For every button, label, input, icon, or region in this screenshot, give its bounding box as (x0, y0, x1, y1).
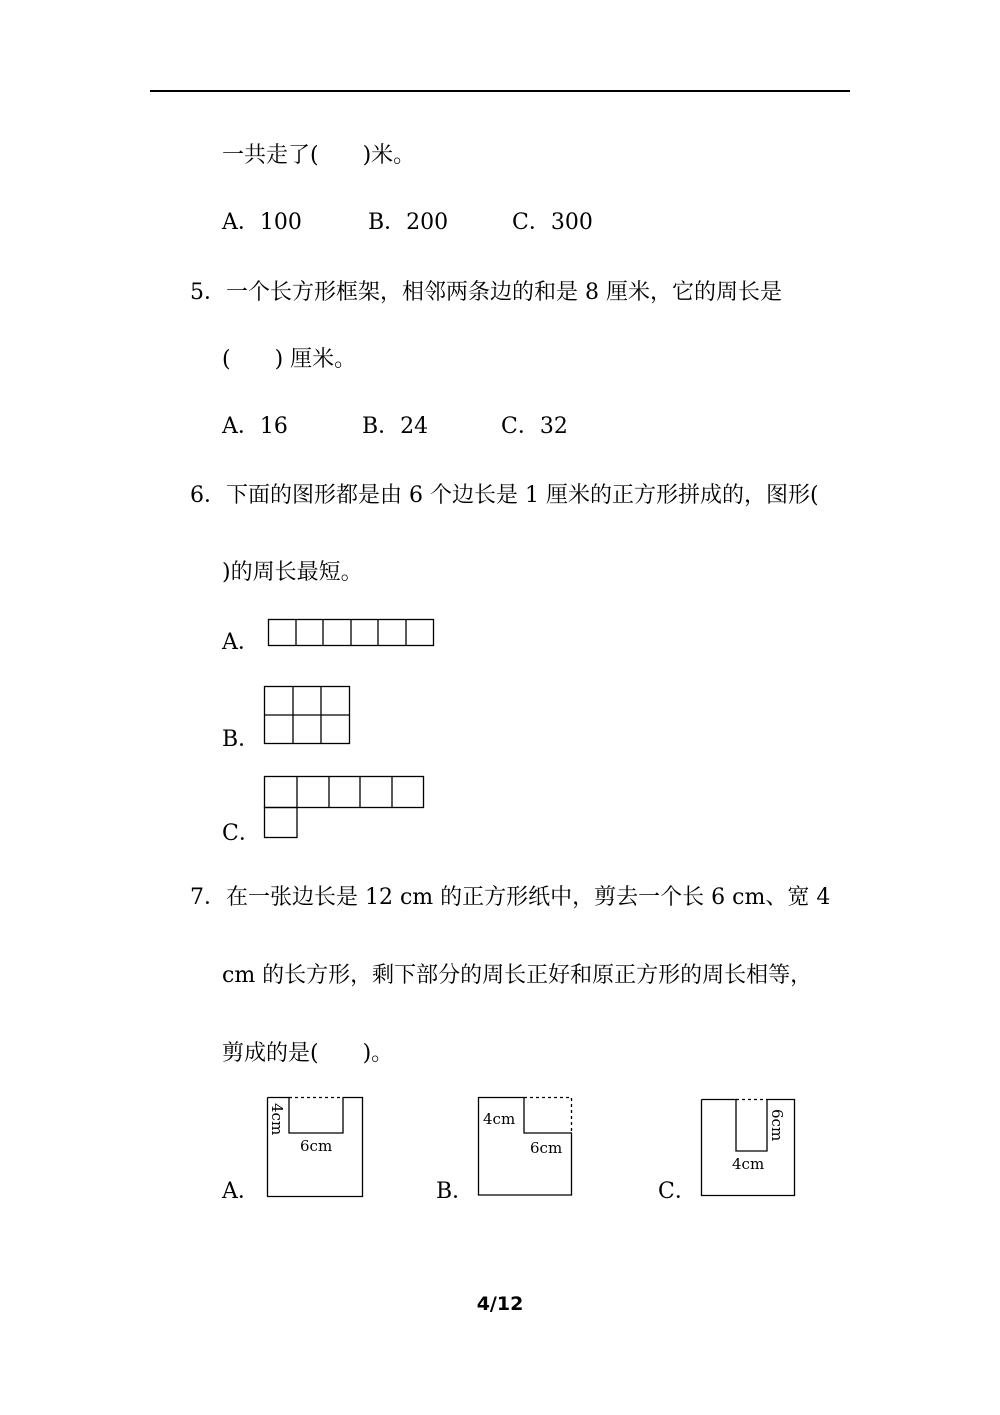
q7-figure-a (267, 1097, 365, 1199)
q7-figure-c (701, 1099, 797, 1199)
q7-stem-line3: 剪成的是( )。 (222, 1041, 394, 1066)
q7-figure-c-side-label: 6cm (768, 1109, 786, 1142)
q4-option-b[interactable]: B．200 (368, 210, 449, 235)
q5-stem-line2: ( ) 厘米。 (222, 347, 357, 372)
q5-option-b[interactable]: B．24 (362, 414, 429, 439)
q6-figure-a-1x6-strip (268, 619, 436, 647)
q6-option-c[interactable]: C． (222, 821, 261, 846)
q7-figure-b (478, 1097, 574, 1197)
q7-figure-a-side-label: 4cm (268, 1103, 286, 1136)
q6-stem-line2: )的周长最短。 (222, 560, 363, 585)
page-number: 4/12 (476, 1293, 524, 1315)
q7-option-a[interactable]: A． (222, 1179, 260, 1204)
q7-figure-b-bottom-label: 6cm (530, 1139, 563, 1157)
q7-stem-line2: cm 的长方形，剩下部分的周长正好和原正方形的周长相等， (222, 963, 813, 988)
q7-figure-a-bottom-label: 6cm (300, 1137, 333, 1155)
q5-option-c[interactable]: C．32 (501, 414, 568, 439)
q5-option-a[interactable]: A．16 (222, 414, 288, 439)
q7-figure-c-bottom-label: 4cm (732, 1155, 765, 1173)
q4-option-c[interactable]: C．300 (512, 210, 593, 235)
q6-figure-b-2x3-grid (264, 686, 352, 746)
q4-continuation: 一共走了( )米。 (222, 143, 416, 168)
q7-option-b[interactable]: B． (436, 1179, 475, 1204)
q6-option-b[interactable]: B． (222, 727, 261, 752)
q4-option-a[interactable]: A．100 (222, 210, 302, 235)
q5-stem: 5．一个长方形框架，相邻两条边的和是 8 厘米，它的周长是 (190, 280, 782, 305)
q6-option-a[interactable]: A． (222, 630, 260, 655)
q6-figure-c-l-shape (264, 776, 426, 840)
q7-figure-b-side-label: 4cm (483, 1110, 516, 1128)
header-rule (150, 90, 850, 92)
q7-option-c[interactable]: C． (658, 1179, 697, 1204)
q6-stem: 6．下面的图形都是由 6 个边长是 1 厘米的正方形拼成的，图形( (190, 483, 819, 508)
q7-stem: 7．在一张边长是 12 cm 的正方形纸中，剪去一个长 6 cm、宽 4 (190, 885, 831, 910)
